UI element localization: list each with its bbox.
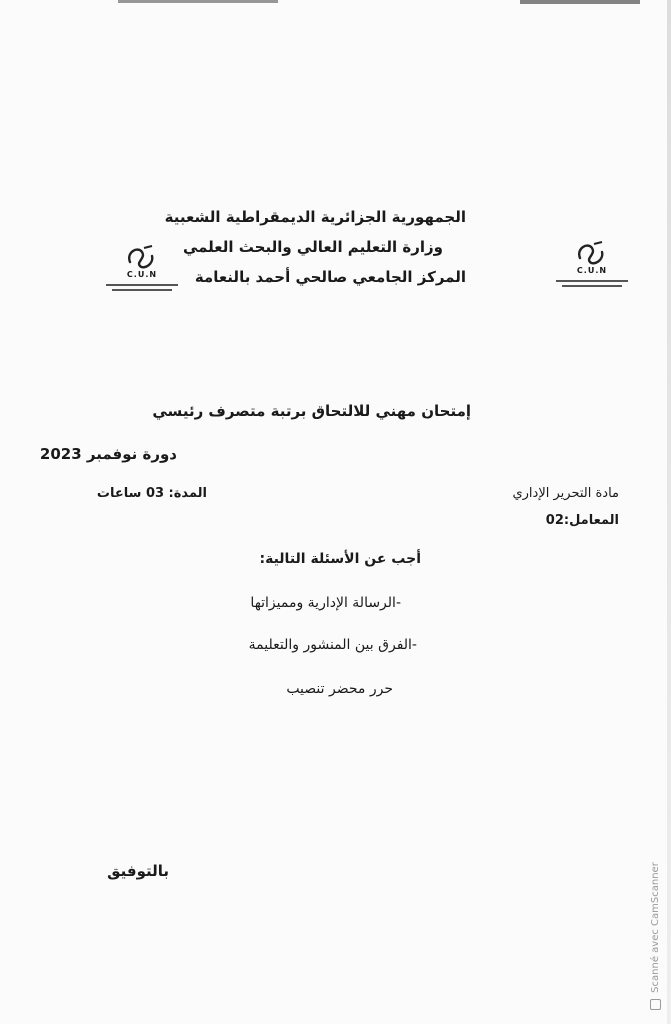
question-3: حرر محضر تنصيب	[286, 681, 393, 697]
exam-title: إمتحان مهني للالتحاق برتبة متصرف رئيسي	[152, 402, 471, 420]
exam-subject: مادة التحرير الإداري	[512, 486, 619, 501]
logo-subtitle-line	[556, 280, 628, 282]
logo-subtitle-line	[562, 285, 622, 287]
university-logo-right	[552, 240, 632, 296]
logo-emblem-icon	[124, 244, 160, 272]
exam-session: دورة نوفمبر 2023	[39, 445, 177, 463]
logo-subtitle-line	[106, 284, 178, 286]
header-line-2: وزارة التعليم العالي والبحث العلمي	[182, 238, 443, 256]
questions-intro: أجب عن الأسئلة التالية:	[259, 551, 421, 567]
camscanner-watermark	[650, 862, 666, 1010]
university-logo-left	[102, 244, 182, 300]
logo-caption: C.U.N	[576, 266, 608, 275]
logo-caption: C.U.N	[126, 270, 158, 279]
closing-text: بالتوفيق	[107, 862, 169, 880]
logo-subtitle-line	[112, 289, 172, 291]
header-line-3: المركز الجامعي صالحي أحمد بالنعامة	[194, 268, 466, 286]
camscanner-watermark-text: Scanné avec CamScanner	[650, 862, 661, 993]
question-1: -الرسالة الإدارية ومميزاتها	[250, 595, 401, 611]
camscanner-logo-icon	[651, 999, 662, 1010]
scan-artifact-right-edge	[667, 0, 671, 1024]
header-line-1: الجمهورية الجزائرية الديمقراطية الشعبية	[164, 208, 466, 226]
exam-coefficient: المعامل:02	[545, 513, 619, 528]
question-2: -الفرق بين المنشور والتعليمة	[248, 637, 417, 653]
scan-artifact-top-right	[520, 0, 640, 4]
exam-duration: المدة: 03 ساعات	[96, 486, 207, 501]
scan-artifact-top-left	[118, 0, 278, 3]
logo-emblem-icon	[574, 240, 610, 268]
